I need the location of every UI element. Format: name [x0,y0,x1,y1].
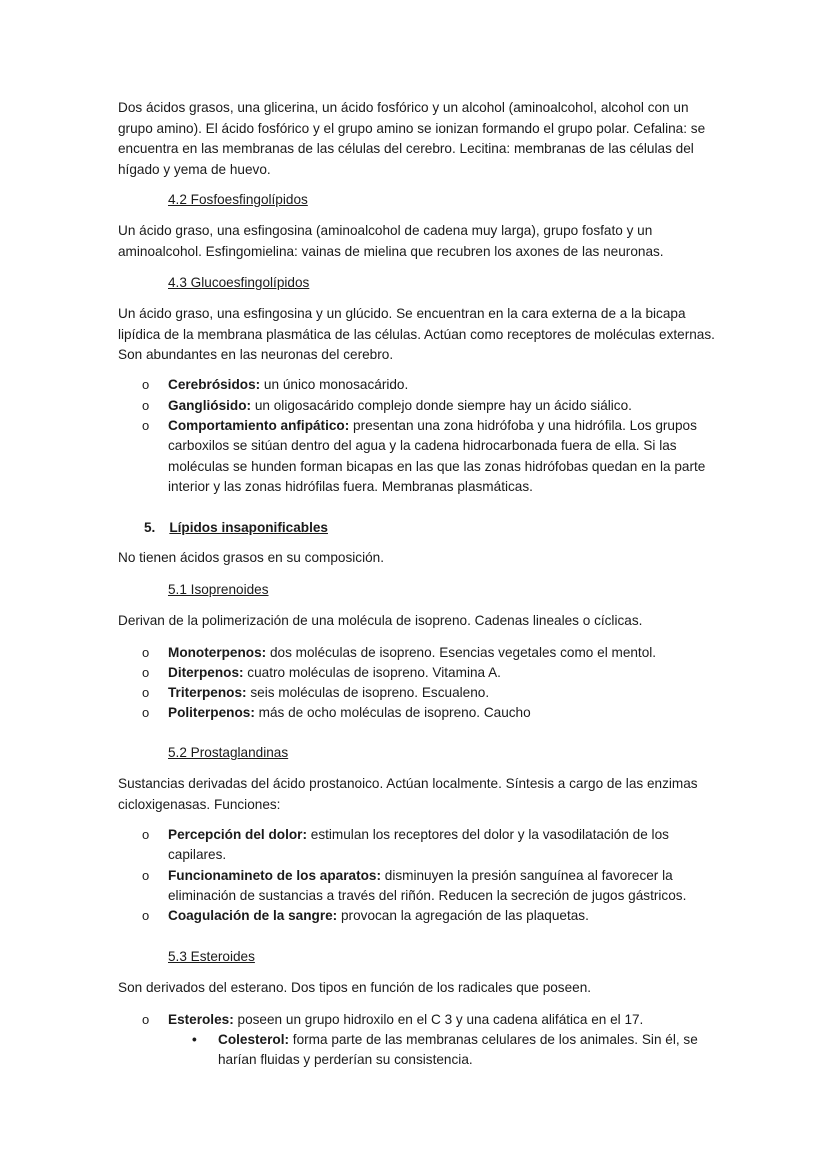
heading-4-3: 4.3 Glucoesfingolípidos [168,275,310,290]
list-item-text: seis moléculas de isopreno. Escualeno. [246,685,490,700]
list-item-term: Diterpenos: [168,665,244,680]
list-item-text: presentan una zona hidrófoba y una hidrófila. Los grupos carboxilos se sitúan dentro del agua y la cadena hidrocarbonada fuera de ella. Si las moléculas se hunden forman bicapas en las que las zonas hidrófobas quedan en la parte interior y las zonas hidrófilas fuera. Membranas plasmáticas. [168,418,706,495]
list-item-term: Gangliósido: [168,398,252,413]
list-item [142,703,716,723]
heading-5 [144,518,328,538]
list-item-text: poseen un grupo hidroxilo en el C 3 y una cadena alifática en el 17. [233,1012,644,1027]
list-item-term: Percepción del dolor: [168,827,307,842]
list-item [142,663,716,683]
list-item [142,396,716,416]
circle-bullet-icon: o [142,868,150,883]
circle-bullet-icon: o [142,398,150,413]
bullet-icon: • [192,1032,197,1047]
list-item-term: Politerpenos: [168,705,255,720]
heading-5-3: 5.3 Esteroides [168,949,255,964]
list-item-text: forma parte de las membranas celulares de los animales. Sin él, se harían fluidas y perderían su consistencia. [218,1032,698,1068]
list-item [142,906,716,926]
list-item-text: un único monosacárido. [260,377,409,392]
intro-paragraph: Dos ácidos grasos, una glicerina, un ácido fosfórico y un alcohol (aminoalcohol, alcohol con un grupo amino). El ácido fosfórico y el grupo amino se ionizan formando el grupo polar. Cefalina: se encuentra en las membranas de las células del cerebro. Lecitina: membranas de las células del hígado y yema de huevo. [118,100,706,177]
circle-bullet-icon: o [142,1012,150,1027]
list-item [142,375,716,395]
circle-bullet-icon: o [142,908,150,923]
circle-bullet-icon: o [142,418,150,433]
list-item-term: Triterpenos: [168,685,247,700]
list-item-term: Esteroles: [168,1012,234,1027]
list-item-text: un oligosacárido complejo donde siempre hay un ácido siálico. [251,398,632,413]
heading-5-1: 5.1 Isoprenoides [168,582,269,597]
circle-bullet-icon: o [142,685,150,700]
paragraph-5: No tienen ácidos grasos en su composición. [118,550,384,565]
paragraph-4-2: Un ácido graso, una esfingosina (aminoalcohol de cadena muy larga), grupo fosfato y un aminoalcohol. Esfingomielina: vainas de mielina que recubren los axones de las neuronas. [118,223,664,259]
list-item-text: cuatro moléculas de isopreno. Vitamina A. [243,665,501,680]
paragraph-5-3: Son derivados del esterano. Dos tipos en función de los radicales que poseen. [118,980,592,995]
list-item [142,683,716,703]
list-item-text: dos moléculas de isopreno. Esencias vegetales como el mentol. [266,645,657,660]
paragraph-5-2: Sustancias derivadas del ácido prostanoico. Actúan localmente. Síntesis a cargo de las enzimas cicloxigenasas. Funciones: [118,776,698,812]
list-item-text: provocan la agregación de las plaquetas. [337,908,589,923]
circle-bullet-icon: o [142,377,150,392]
heading-5-number: 5. [144,520,156,535]
list-item-term: Colesterol: [218,1032,290,1047]
circle-bullet-icon: o [142,645,150,660]
circle-bullet-icon: o [142,665,150,680]
list-item-term: Funcionamineto de los aparatos: [168,868,381,883]
list-item-text: más de ocho moléculas de isopreno. Caucho [254,705,531,720]
list-item-term: Cerebrósidos: [168,377,261,392]
list-item-text: disminuyen la presión sanguínea al favorecer la eliminación de sustancias a través del riñón. Reducen la secreción de jugos gástricos. [168,868,687,904]
list-item-term: Monoterpenos: [168,645,267,660]
heading-5-2: 5.2 Prostaglandinas [168,745,289,760]
list-item-term: Comportamiento anfipático: [168,418,350,433]
list-item [142,825,716,866]
heading-4-2: 4.2 Fosfoesfingolípidos [168,192,308,207]
list-item [142,1010,716,1030]
circle-bullet-icon: o [142,705,150,720]
circle-bullet-icon: o [142,827,150,842]
list-item [142,643,716,663]
list-item [142,416,716,498]
sub-list-item [192,1030,718,1071]
list-item-text: estimulan los receptores del dolor y la vasodilatación de los capilares. [168,827,669,863]
list-item-term: Coagulación de la sangre: [168,908,338,923]
paragraph-5-1: Derivan de la polimerización de una molécula de isopreno. Cadenas lineales o cíclicas. [118,613,643,628]
paragraph-4-3: Un ácido graso, una esfingosina y un glúcido. Se encuentran en la cara externa de a la bicapa lipídica de la membrana plasmática de las células. Actúan como receptores de moléculas externas. Son abundantes en las neuronas del cerebro. [118,306,715,362]
list-item [142,866,716,907]
heading-5-title: Lípidos insaponificables [169,520,328,535]
